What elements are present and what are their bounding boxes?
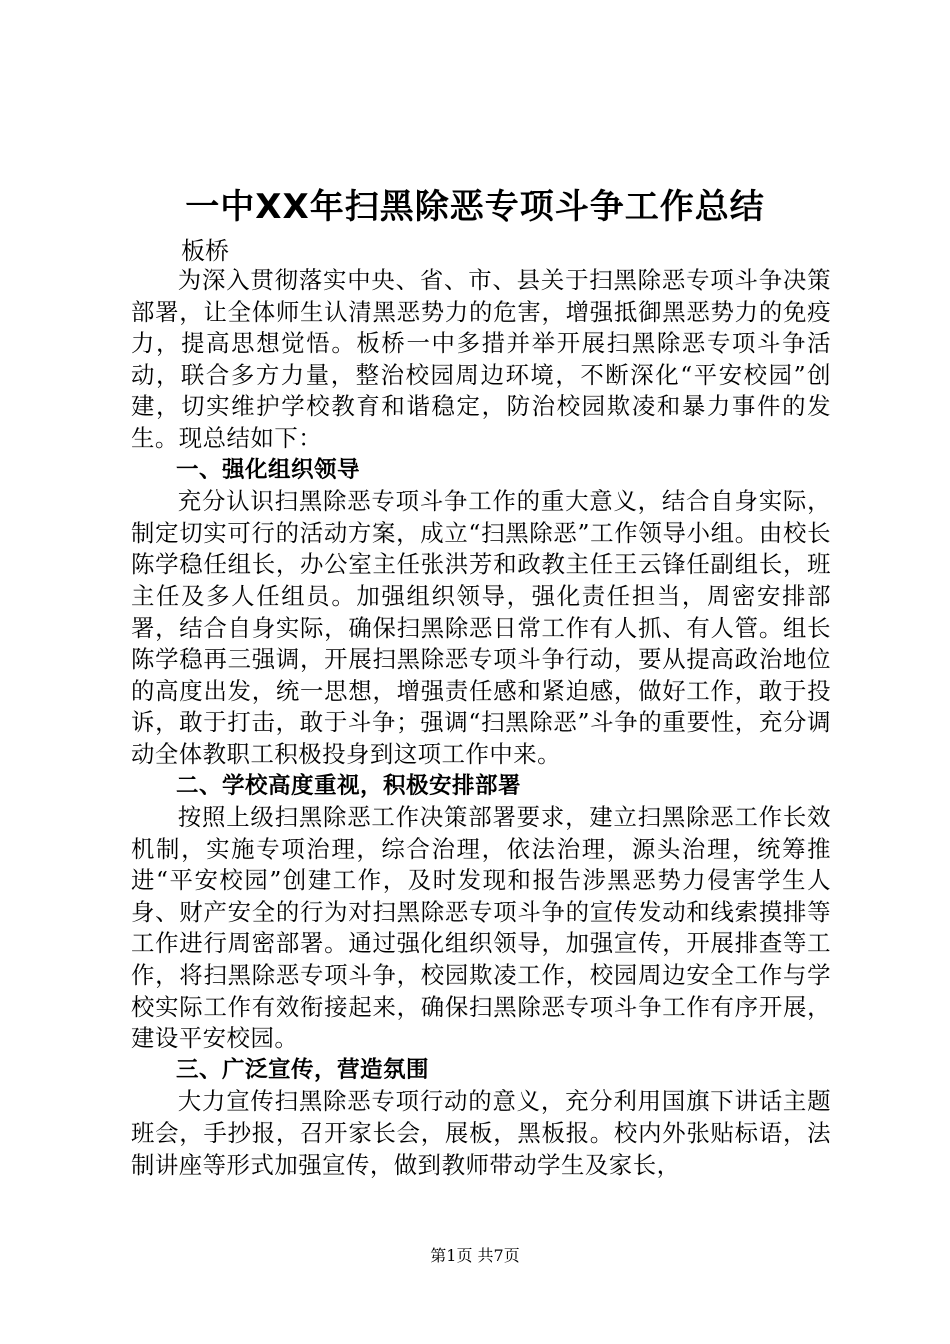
document-title: 一中XX年扫黑除恶专项斗争工作总结	[185, 187, 765, 227]
section-heading-1: 一、强化组织领导	[176, 456, 361, 483]
section-heading-2: 二、学校高度重视，积极安排部署	[176, 772, 522, 799]
author-line: 板桥	[181, 237, 229, 265]
section-paragraph-2: 按照上级扫黑除恶工作决策部署要求，建立扫黑除恶工作长效机制，实施专项治理，综合治理，依法治理，源头治理，统筹推进“平安校园”创建工作，及时发现和报告涉黑恶势力侵害学生人身、财产安全的行为对扫黑除恶专项斗争的宣传发动和线索摸排等工作进行周密部署。通过强化组织领导，加强宣传，开展排查等工作，将扫黑除恶专项斗争，校园欺凌工作，校园周边安全工作与学校实际工作有效衔接起来，确保扫黑除恶专项斗争工作有序开展，建设平安校园。	[131, 803, 831, 1053]
document-body	[131, 265, 831, 1181]
section-paragraph-3: 大力宣传扫黑除恶专项行动的意义，充分利用国旗下讲话主题班会，手抄报，召开家长会，展板，黑板报。校内外张贴标语，法制讲座等形式加强宣传，做到教师带动学生及家长，	[131, 1087, 831, 1179]
intro-paragraph: 为深入贯彻落实中央、省、市、县关于扫黑除恶专项斗争决策部署，让全体师生认清黑恶势力的危害，增强抵御黑恶势力的免疫力，提高思想觉悟。板桥一中多措并举开展扫黑除恶专项斗争活动，联合多方力量，整治校园周边环境，不断深化“平安校园”创建，切实维护学校教育和谐稳定，防治校园欺凌和暴力事件的发生。现总结如下：	[131, 266, 831, 452]
section-heading-3: 三、广泛宣传，营造氛围	[176, 1056, 430, 1083]
page-footer: 第1页 共7页	[430, 1246, 520, 1265]
section-paragraph-1: 充分认识扫黑除恶专项斗争工作的重大意义，结合自身实际，制定切实可行的活动方案，成立“扫黑除恶”工作领导小组。由校长陈学稳任组长，办公室主任张洪芳和政教主任王云锋任副组长，班主任及多人任组员。加强组织领导，强化责任担当，周密安排部署，结合自身实际，确保扫黑除恶日常工作有人抓、有人管。组长陈学稳再三强调，开展扫黑除恶专项斗争行动，要从提高政治地位的高度出发，统一思想，增强责任感和紧迫感，做好工作，敢于投诉，敢于打击，敢于斗争；强调“扫黑除恶”斗争的重要性，充分调动全体教职工积极投身到这项工作中来。	[131, 487, 831, 768]
